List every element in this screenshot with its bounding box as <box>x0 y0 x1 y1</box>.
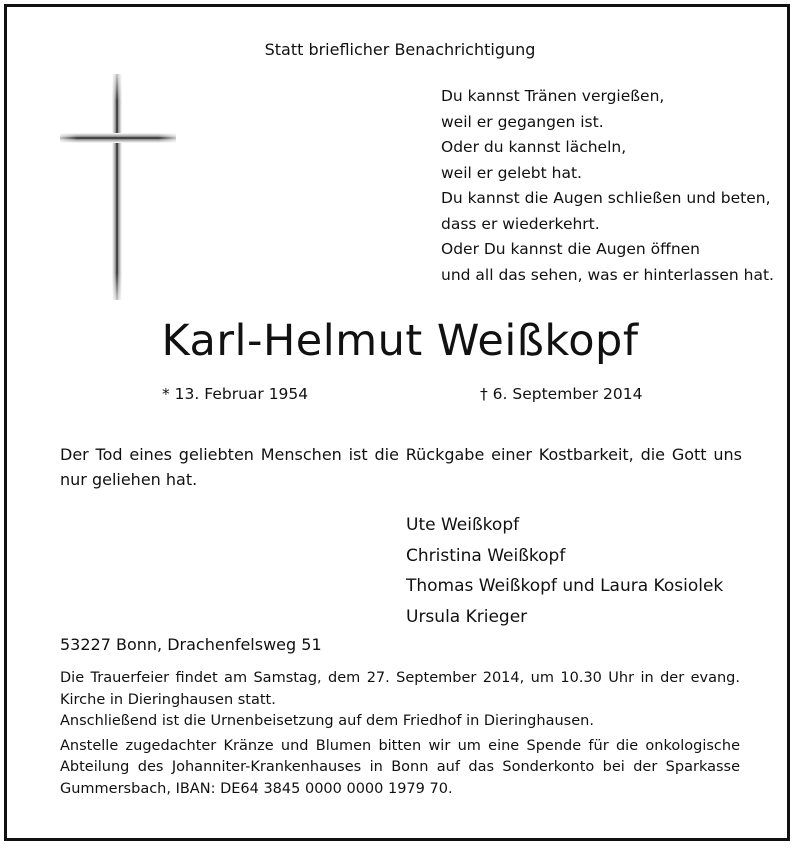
mourner-name: Ursula Krieger <box>406 606 528 627</box>
poem-line: weil er gelebt hat. <box>441 163 582 182</box>
memorial-quote: Der Tod eines geliebten Menschen ist die Rückgabe einer Kostbarkeit, die Gott uns nur geliehen hat. <box>60 445 742 489</box>
poem-line: Oder du kannst lächeln, <box>441 138 627 156</box>
poem-line: Oder Du kannst die Augen öffnen <box>441 240 700 258</box>
funeral-notes <box>60 668 740 800</box>
death-date: † 6. September 2014 <box>480 385 643 403</box>
poem-line: Du kannst Tränen vergießen, <box>441 87 665 105</box>
poem-line: und all das sehen, was er hinterlassen hat. <box>441 265 774 284</box>
christian-cross-icon <box>60 74 176 300</box>
funeral-service-note: Die Trauerfeier findet am Samstag, dem 27. September 2014, um 10.30 Uhr in der evang. Kirche in Dieringhausen statt. <box>60 670 740 708</box>
family-address: 53227 Bonn, Drachenfelsweg 51 <box>60 635 322 654</box>
intro-line: Statt brieflicher Benachrichtigung <box>264 40 536 59</box>
poem-line: dass er wiederkehrt. <box>441 214 600 233</box>
burial-note: Anschließend ist die Urnenbeisetzung auf dem Friedhof in Dieringhausen. <box>60 713 594 729</box>
mourner-name: Thomas Weißkopf und Laura Kosiolek <box>406 576 724 596</box>
deceased-name: Karl-Helmut Weißkopf <box>161 316 639 366</box>
birth-date: * 13. Februar 1954 <box>162 385 309 403</box>
poem-line: weil er gegangen ist. <box>441 112 604 131</box>
mourners-list <box>406 510 723 632</box>
poem-line: Du kannst die Augen schließen und beten, <box>441 189 771 207</box>
mourner-name: Christina Weißkopf <box>406 545 566 566</box>
mourner-name: Ute Weißkopf <box>406 515 520 535</box>
donation-note: Anstelle zugedachter Kränze und Blumen bitten wir um eine Spende für die onkologische Abteilung des Johanniter-Krankenhauses in Bonn auf das Sonderkonto bei der Sparkasse Gummersbach, IBAN: DE64 3845 0000 0000 1979 70. <box>60 737 740 797</box>
poem <box>441 84 774 288</box>
